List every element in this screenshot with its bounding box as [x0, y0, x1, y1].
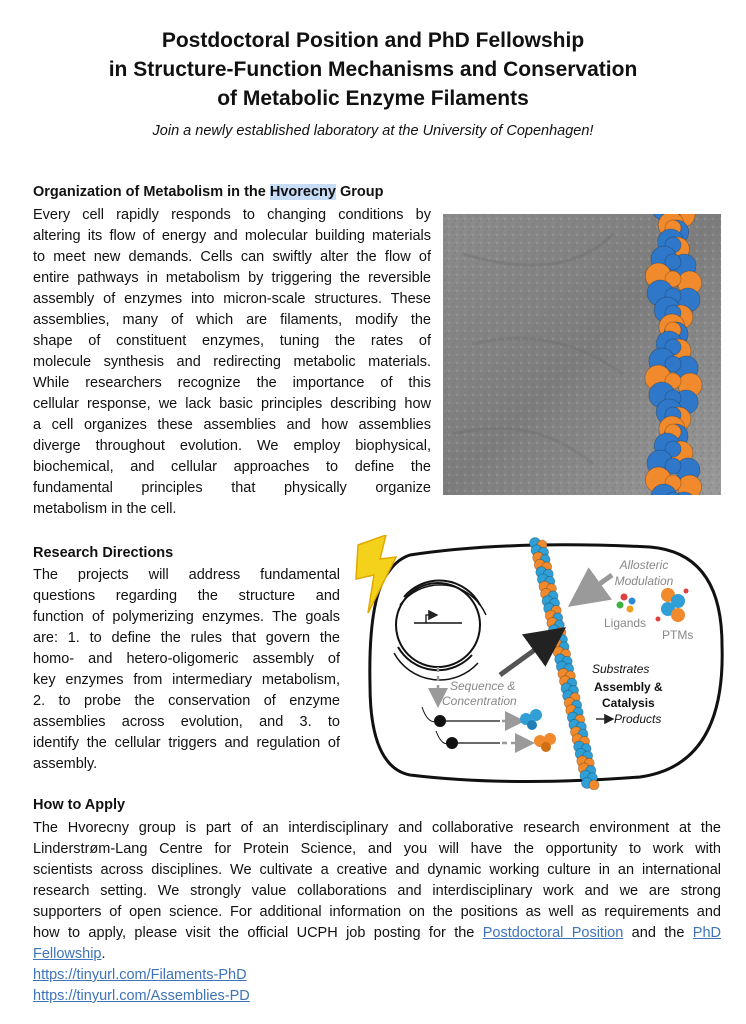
- text-line: The projects will address fundamental: [33, 567, 340, 583]
- subtitle: Join a newly established laboratory at the University of Copenhagen!: [152, 123, 594, 139]
- diagram-label: Products: [614, 712, 662, 726]
- title-line: in Structure-Function Mechanisms and Conservation: [108, 58, 638, 81]
- organization-paragraph: [33, 205, 431, 520]
- diagram-label: PTMs: [662, 628, 694, 642]
- diagram-label: Concentration: [442, 694, 517, 708]
- text-line: The Hvorecny group is part of an interdisciplinary and collaborative research environment at the: [33, 820, 721, 836]
- postdoc-url-link[interactable]: https://tinyurl.com/Assemblies-PD: [33, 988, 250, 1004]
- text-line: homo- and hetero-oligomeric assembly of: [33, 651, 340, 667]
- title-line: Postdoctoral Position and PhD Fellowship: [161, 29, 585, 52]
- highlighted-text: Hvorecny: [269, 184, 336, 200]
- text-line: biochemical, and cellular approaches to define the: [33, 459, 431, 475]
- text-line: Every cell rapidly responds to changing conditions by: [33, 207, 431, 223]
- text-line: altering its flow of energy and molecular building materials: [33, 228, 431, 244]
- text-line: [33, 944, 721, 965]
- diagram-label: Allosteric: [619, 558, 669, 572]
- text-line: scientists across disciplines. We cultivate a creative and dynamic working culture in an international: [33, 862, 721, 878]
- url-list: [33, 965, 250, 1007]
- text-line: 2. to probe the conservation of enzyme: [33, 693, 340, 709]
- text-line: metabolism in the cell.: [33, 501, 177, 517]
- diagram-label: Catalysis: [602, 696, 655, 710]
- text-fragment: .: [101, 946, 106, 962]
- phd-fellowship-link[interactable]: PhD: [692, 925, 721, 941]
- text-line: entire pathways in metabolism by triggering the reversible: [33, 270, 431, 286]
- heading-text: Organization of Metabolism in the: [33, 184, 270, 200]
- diagram-label: Ligands: [604, 616, 647, 630]
- text-fragment: and the: [623, 925, 693, 941]
- research-paragraph: [33, 565, 340, 775]
- page-title: [0, 26, 746, 113]
- text-line: Linderstrøm-Lang Centre for Protein Science, and you will have the opportunity to work with: [33, 841, 721, 857]
- filament-micrograph-image: [443, 214, 721, 495]
- text-line: assembly of enzymes into micron-scale structures. These: [33, 291, 431, 307]
- diagram-label: Substrates: [592, 662, 650, 676]
- text-line: diverge throughout evolution. We employ biophysical,: [33, 438, 431, 454]
- section-heading-organization: [33, 184, 383, 200]
- cell-diagram: [350, 535, 728, 790]
- text-line: function of polymerizing enzymes. The goals: [33, 609, 340, 625]
- text-line: to meet new demands. Cells can swiftly alter the flow of: [33, 249, 431, 265]
- diagram-label: Assembly &: [594, 680, 663, 694]
- text-line: molecule synthesis and redirecting metabolic materials.: [33, 354, 431, 370]
- phd-url-link[interactable]: https://tinyurl.com/Filaments-PhD: [33, 967, 247, 983]
- text-line: While researchers recognize the importance of this: [33, 375, 431, 391]
- text-line: identify the cellular triggers and regulation of: [33, 735, 340, 751]
- text-line: assembly.: [33, 756, 98, 772]
- text-line: assemblies across evolution, and 3. to: [33, 714, 340, 730]
- section-heading-apply: How to Apply: [33, 797, 126, 813]
- text-line: assemblies, many of which are filaments, modify the: [33, 312, 431, 328]
- phd-fellowship-link[interactable]: Fellowship: [33, 946, 102, 962]
- text-line: a cell organizes these assemblies and how assemblies: [33, 417, 431, 433]
- diagram-label: Modulation: [614, 574, 674, 588]
- postdoc-position-link[interactable]: Postdoctoral Position: [482, 925, 624, 941]
- text-line: cellular response, we lack basic principles describing how: [33, 396, 431, 412]
- text-line: questions regarding the structure and: [33, 588, 340, 604]
- diagram-label: Sequence &: [450, 679, 516, 693]
- text-line: shape of constituent enzymes, tuning the rates of: [33, 333, 431, 349]
- text-line: fundamental principles that physically organize: [33, 480, 431, 496]
- title-line: of Metabolic Enzyme Filaments: [217, 87, 529, 110]
- text-fragment: how to apply, please visit the official UCPH job posting for the: [33, 925, 483, 941]
- text-line: supporters of open science. For additional information on the positions as well as requirements and: [33, 904, 721, 920]
- text-line: are: 1. to define the rules that govern the: [33, 630, 340, 646]
- section-heading-research: Research Directions: [33, 545, 174, 561]
- text-line: research setting. We strongly value collaborations and interdisciplinary work and we are strong: [33, 883, 721, 899]
- apply-paragraph: [33, 818, 721, 965]
- heading-text: Group: [335, 184, 384, 200]
- text-line: [33, 923, 721, 944]
- text-line: key enzymes from intermediary metabolism,: [33, 672, 340, 688]
